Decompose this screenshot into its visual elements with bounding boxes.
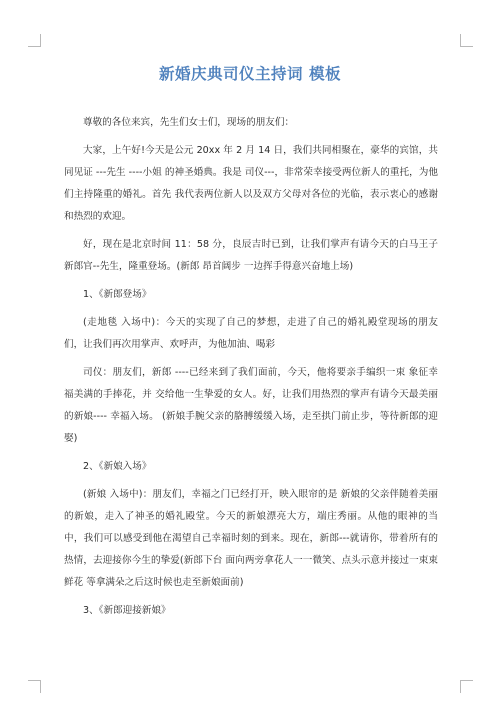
section-heading-bride-entry: 2、《新娘入场》 (83, 461, 152, 472)
paragraph-bride-walk: (新娘 入场中)：朋友们，幸福之门已经打开，映入眼帘的是 新娘的父亲伴随着美丽的新娘，走入了神圣的婚礼殿堂。今天的新娘漂亮大方，端庄秀丽。从他的眼神的当中，我们可以感受到他在渴望自己幸福时刻的到来。现在，新郎---就请你，带着所有的热情，去迎接你今生的挚爱(新郎下台 面向两旁拿花人一一微笑、点头示意并接过一束束鲜花 等拿满朵之后这时候也走至新娘面前) (64, 489, 438, 588)
paragraph-groom-invite: 好，现在是北京时间 11：58 分，良辰吉时已到，让我们掌声有请今天的白马王子新郎官--先生，隆重登场。(新郎 昂首阔步 一边挥手得意兴奋地上场) (64, 239, 438, 272)
paragraph-opening: 大家，上午好!今天是公元 20xx 年 2 月 14 日，我们共同相聚在，豪华的宾馆，共同见证 ---先生 ----小姐 的神圣婚典。我是 司仪---，非常荣幸接受两位新人的重托，为他们主持隆重的婚礼。首先 我代表两位新人以及双方父母对各位的光临，表示衷心的感谢和热烈的欢迎。 (64, 145, 438, 222)
crop-mark-top-right (460, 34, 473, 47)
crop-mark-bottom-left (28, 680, 41, 693)
crop-mark-bottom-right (460, 680, 473, 693)
document-title: 新婚庆典司仪主持词 模板 (159, 65, 341, 83)
paragraph-host-bride-invite: 司仪：朋友们，新郎 ----已经来到了我们面前，今天，他将要亲手编织一束 象征幸福美满的手捧花，并 交给他一生挚爱的女人。好，让我们用热烈的掌声有请今天最美丽的新娘---- 幸福入场。 (新娘手腕父亲的胳膊缓缓入场，走至拱门前止步，等待新郎的迎娶) (64, 367, 438, 444)
crop-mark-top-left (28, 34, 41, 47)
section-heading-groom-meets-bride: 3、《新郎迎接新娘》 (83, 605, 171, 616)
document-body (64, 112, 438, 622)
section-heading-groom-entry: 1、《新郎登场》 (83, 289, 152, 300)
paragraph-greeting: 尊敬的各位来宾，先生们女士们，现场的朋友们： (83, 117, 295, 128)
paragraph-groom-walk: (走地毯 入场中)：今天的实现了自己的梦想，走进了自己的婚礼殿堂现场的朋友们，让我们再次用掌声、欢呼声，为他加油、喝彩 (64, 317, 438, 350)
